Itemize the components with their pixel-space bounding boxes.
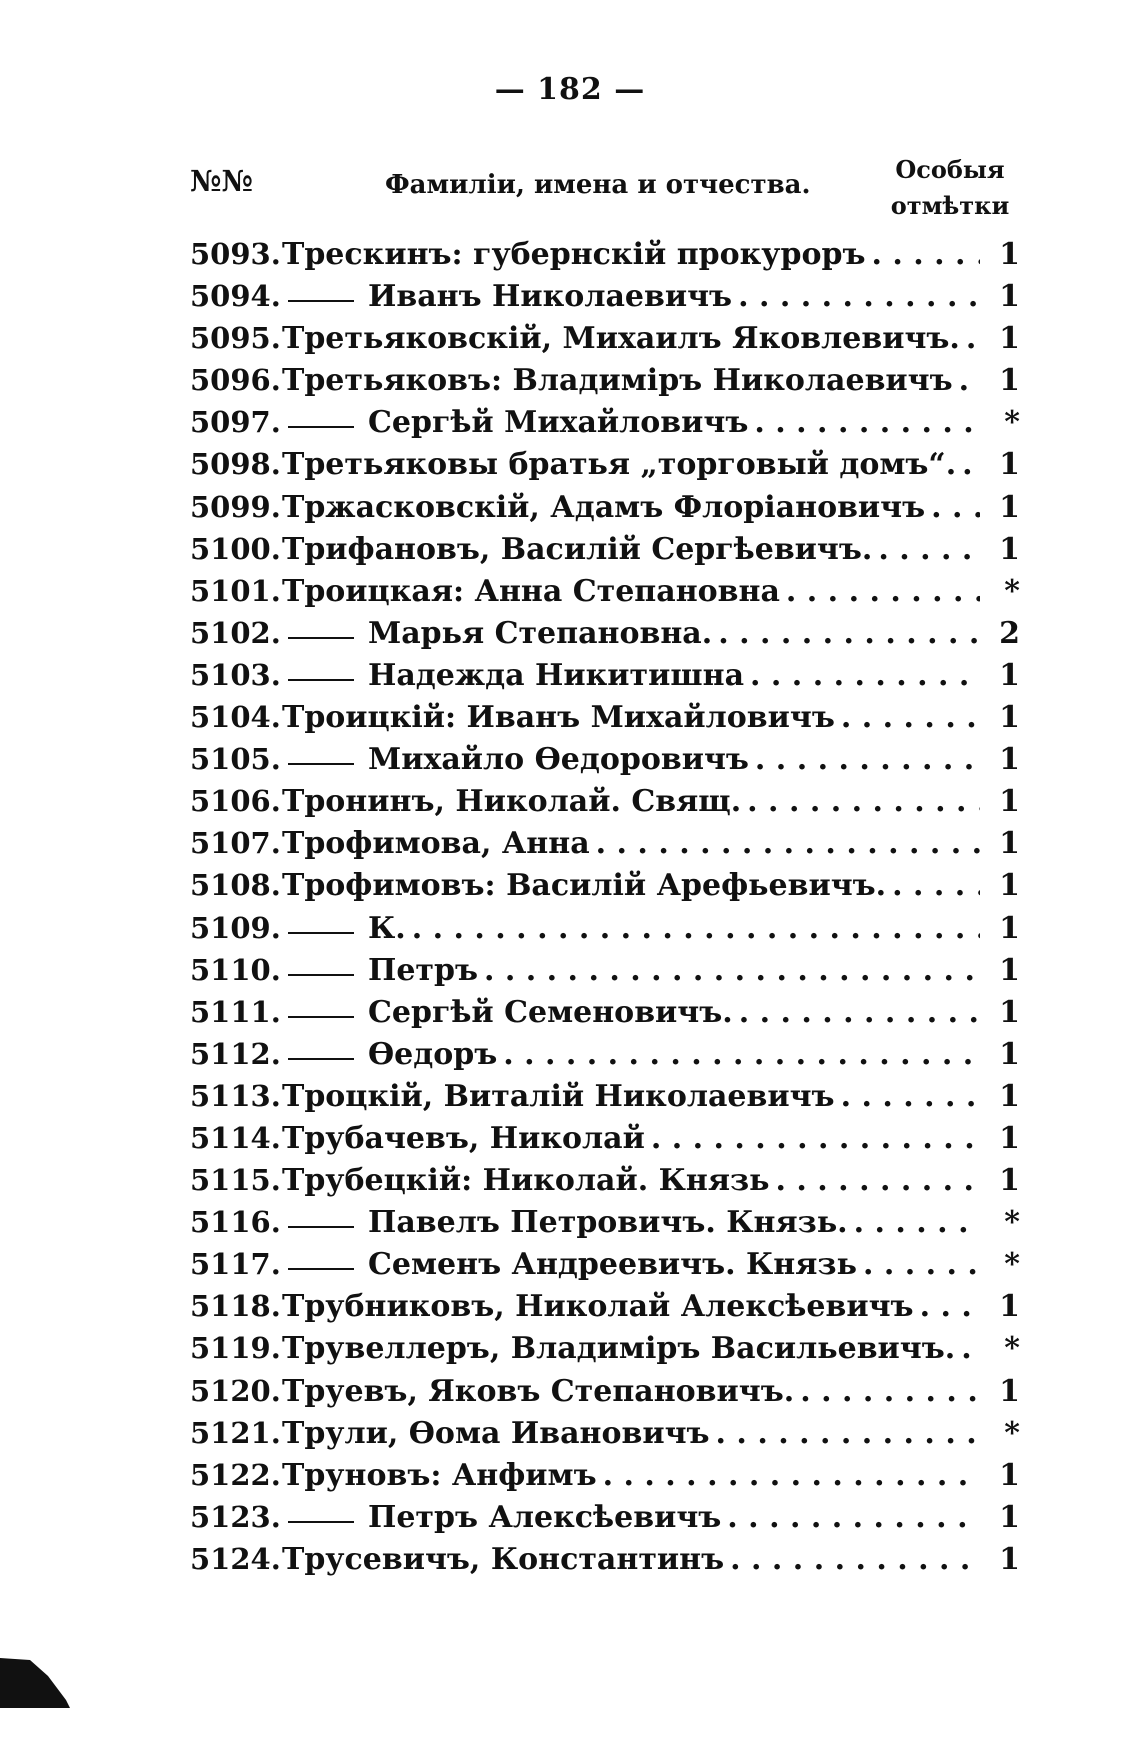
entry-mark: 1 [999, 321, 1020, 357]
dot-leader [841, 1076, 980, 1118]
dot-leader [966, 318, 980, 360]
entry-mark: 1 [999, 910, 1020, 946]
entry-mark: 1 [999, 363, 1020, 399]
dot-leader [739, 992, 980, 1034]
dot-leader [727, 1497, 980, 1539]
entry-mark: * [1004, 573, 1020, 609]
entry-name: Трескинъ: губернскій прокуроръ [282, 237, 866, 272]
register-row [190, 864, 1020, 906]
entry-mark: 1 [999, 279, 1020, 315]
ditto-dash [288, 974, 354, 976]
entry-name: Третьяковъ: Владиміръ Николаевичъ [282, 363, 953, 399]
register-row [190, 907, 1020, 949]
dot-leader [603, 1455, 980, 1497]
entry-mark: 1 [999, 657, 1020, 693]
register-row [190, 317, 1020, 359]
entry-name: Труновъ: Анфимъ [282, 1457, 597, 1493]
entry-name: Трубниковъ, Николай Алексѣевичъ [282, 1289, 914, 1325]
entry-mark: * [1004, 1247, 1020, 1283]
entry-number: 5097. [190, 405, 281, 440]
register-row [190, 401, 1020, 443]
entry-name: Петръ [368, 952, 478, 988]
entry-mark: 1 [999, 1078, 1020, 1114]
entry-name: Трувеллеръ, Владиміръ Васильевичъ. [282, 1331, 956, 1367]
dot-leader [892, 865, 980, 907]
dot-leader [959, 360, 980, 402]
register-row [190, 738, 1020, 780]
entry-number: 5121. [190, 1415, 281, 1450]
entry-mark: 1 [999, 531, 1020, 567]
dot-leader [730, 1539, 980, 1581]
entry-name: Марья Степановна. [368, 615, 713, 651]
dot-leader [872, 234, 981, 276]
register-row [190, 1285, 1020, 1327]
entry-mark: 1 [999, 237, 1020, 272]
entry-name: Трубачевъ, Николай [282, 1120, 645, 1156]
entry-number: 5094. [190, 279, 281, 314]
ditto-dash [288, 300, 354, 302]
ditto-dash [288, 1058, 354, 1060]
entry-number: 5104. [190, 700, 281, 735]
entry-name: Петръ Алексѣевичъ [368, 1499, 722, 1535]
entry-name: Трофимовъ: Василій Арефьевичъ. [282, 868, 887, 904]
entry-mark: 1 [999, 1036, 1020, 1072]
dot-leader [962, 444, 980, 486]
entry-name: Труевъ, Яковъ Степановичъ. [282, 1373, 795, 1409]
entry-name: К. [368, 910, 406, 946]
ditto-dash [288, 1226, 354, 1228]
dot-leader [503, 1034, 980, 1076]
entry-name: Иванъ Николаевичъ [368, 279, 733, 315]
dot-leader [484, 950, 980, 992]
entry-name: Троцкій, Виталій Николаевичъ [282, 1078, 835, 1114]
entry-mark: 1 [999, 1499, 1020, 1535]
name-column-header: Фамиліи, имена и отчества. [385, 170, 811, 200]
dot-leader [755, 739, 980, 781]
entry-name: Надежда Никитишна [368, 657, 745, 693]
entry-mark: 1 [999, 826, 1020, 862]
ink-blot-mark [0, 1650, 72, 1710]
entry-mark: 1 [999, 994, 1020, 1030]
register-row [190, 359, 1020, 401]
entry-mark: 1 [999, 868, 1020, 904]
entry-number: 5120. [190, 1373, 281, 1408]
entry-number: 5119. [190, 1331, 281, 1366]
entry-name: Троицкій: Иванъ Михайловичъ [282, 700, 835, 736]
entry-number: 5122. [190, 1457, 281, 1492]
register-row [190, 233, 1020, 275]
ditto-dash [288, 426, 354, 428]
entry-mark: 1 [999, 784, 1020, 820]
entry-number: 5106. [190, 784, 281, 819]
register-row [190, 612, 1020, 654]
register-row [190, 991, 1020, 1033]
entry-number: 5117. [190, 1247, 281, 1282]
entry-name: Троицкая: Анна Степановна [282, 573, 780, 609]
dot-leader [718, 613, 980, 655]
entry-name: Трули, Өома Ивановичъ [282, 1415, 710, 1451]
marks-header-line-2: отмѣтки [890, 191, 1010, 220]
register-row [190, 1496, 1020, 1538]
entry-number: 5108. [190, 868, 281, 903]
entry-name: Трусевичъ, Константинъ [282, 1541, 725, 1577]
entry-name: Трофимова, Анна [282, 826, 590, 862]
entry-number: 5100. [190, 531, 281, 566]
dot-leader [716, 1413, 980, 1455]
dot-leader [786, 571, 980, 613]
register-row [190, 1243, 1020, 1285]
entry-name: Трифановъ, Василій Сергѣевичъ. [282, 531, 873, 567]
entry-number: 5111. [190, 994, 281, 1029]
register-row [190, 1454, 1020, 1496]
dot-leader [961, 1328, 980, 1370]
register-row [190, 1370, 1020, 1412]
ditto-dash [288, 1268, 354, 1270]
entry-number: 5105. [190, 742, 281, 777]
entry-name: Михайло Өедоровичъ [368, 742, 749, 778]
register-row [190, 822, 1020, 864]
page-number: — 182 — [494, 72, 646, 107]
dot-leader [747, 781, 980, 823]
number-column-header: №№ [190, 164, 254, 198]
ditto-dash [288, 763, 354, 765]
dot-leader [878, 529, 980, 571]
dot-leader [750, 655, 980, 697]
entry-number: 5095. [190, 321, 281, 356]
ditto-dash [288, 1521, 354, 1523]
entry-mark: 1 [999, 1120, 1020, 1156]
entry-number: 5101. [190, 573, 281, 608]
entry-number: 5109. [190, 910, 281, 945]
entry-mark: 2 [999, 615, 1020, 651]
ditto-dash [288, 679, 354, 681]
dot-leader [863, 1244, 980, 1286]
register-row [190, 780, 1020, 822]
dot-leader [754, 402, 980, 444]
entry-number: 5112. [190, 1036, 281, 1071]
register-row [190, 1117, 1020, 1159]
register-row [190, 1201, 1020, 1243]
register-row [190, 1538, 1020, 1580]
register-row [190, 654, 1020, 696]
entry-number: 5103. [190, 657, 281, 692]
dot-leader [651, 1118, 980, 1160]
entry-mark: * [1004, 1331, 1020, 1367]
entry-number: 5110. [190, 952, 281, 987]
register-row [190, 949, 1020, 991]
entry-name: Павелъ Петровичъ. Князь. [368, 1205, 848, 1241]
entry-mark: 1 [999, 489, 1020, 525]
register-row [190, 1159, 1020, 1201]
register-row [190, 275, 1020, 317]
dot-leader [596, 823, 980, 865]
entry-number: 5102. [190, 615, 281, 650]
entry-number: 5098. [190, 447, 281, 482]
dot-leader [854, 1202, 980, 1244]
marks-column-header [890, 152, 1010, 224]
entry-number: 5113. [190, 1078, 281, 1113]
entry-name: Третьяковскій, Михаилъ Яковлевичъ. [282, 321, 960, 357]
register-row [190, 486, 1020, 528]
entry-mark: 1 [999, 1163, 1020, 1199]
entry-mark: 1 [999, 1541, 1020, 1577]
ditto-dash [288, 1016, 354, 1018]
dot-leader [800, 1371, 980, 1413]
entry-name: Третьяковы братья „торговый домъ“. [282, 447, 957, 483]
register-row [190, 528, 1020, 570]
entry-mark: 1 [999, 447, 1020, 483]
register-list [190, 233, 1020, 1580]
dot-leader [412, 908, 980, 950]
entry-mark: 1 [999, 1373, 1020, 1409]
entry-number: 5115. [190, 1163, 281, 1198]
entry-mark: 1 [999, 700, 1020, 736]
entry-number: 5124. [190, 1541, 281, 1576]
entry-name: Сергѣй Михайловичъ [368, 405, 749, 441]
entry-number: 5114. [190, 1120, 281, 1155]
dot-leader [738, 276, 980, 318]
entry-number: 5096. [190, 363, 281, 398]
entry-name: Трубецкій: Николай. Князь [282, 1163, 770, 1199]
entry-mark: 1 [999, 1289, 1020, 1325]
entry-name: Семенъ Андреевичъ. Князь [368, 1247, 857, 1283]
entry-mark: 1 [999, 1457, 1020, 1493]
entry-number: 5099. [190, 489, 281, 524]
dot-leader [931, 487, 980, 529]
register-row [190, 1327, 1020, 1369]
register-row [190, 696, 1020, 738]
entry-number: 5093. [190, 237, 281, 271]
entry-mark: 1 [999, 952, 1020, 988]
register-row [190, 443, 1020, 485]
ditto-dash [288, 932, 354, 934]
dot-leader [841, 697, 980, 739]
entry-name: Өедоръ [368, 1036, 498, 1072]
entry-mark: * [1004, 405, 1020, 441]
register-row [190, 1075, 1020, 1117]
entry-name: Сергѣй Семеновичъ. [368, 994, 733, 1030]
ditto-dash [288, 637, 354, 639]
entry-number: 5123. [190, 1499, 281, 1534]
register-row [190, 1033, 1020, 1075]
marks-header-line-1: Особыя [895, 155, 1005, 184]
entry-name: Тронинъ, Николай. Свящ. [282, 784, 742, 820]
entry-mark: * [1004, 1205, 1020, 1241]
entry-mark: * [1004, 1415, 1020, 1451]
dot-leader [920, 1286, 980, 1328]
entry-name: Тржасковскій, Адамъ Флоріановичъ [282, 489, 926, 525]
entry-number: 5107. [190, 826, 281, 861]
register-row [190, 570, 1020, 612]
entry-mark: 1 [999, 742, 1020, 778]
entry-number: 5118. [190, 1289, 281, 1324]
entry-number: 5116. [190, 1205, 281, 1240]
register-row [190, 1412, 1020, 1454]
dot-leader [776, 1160, 980, 1202]
